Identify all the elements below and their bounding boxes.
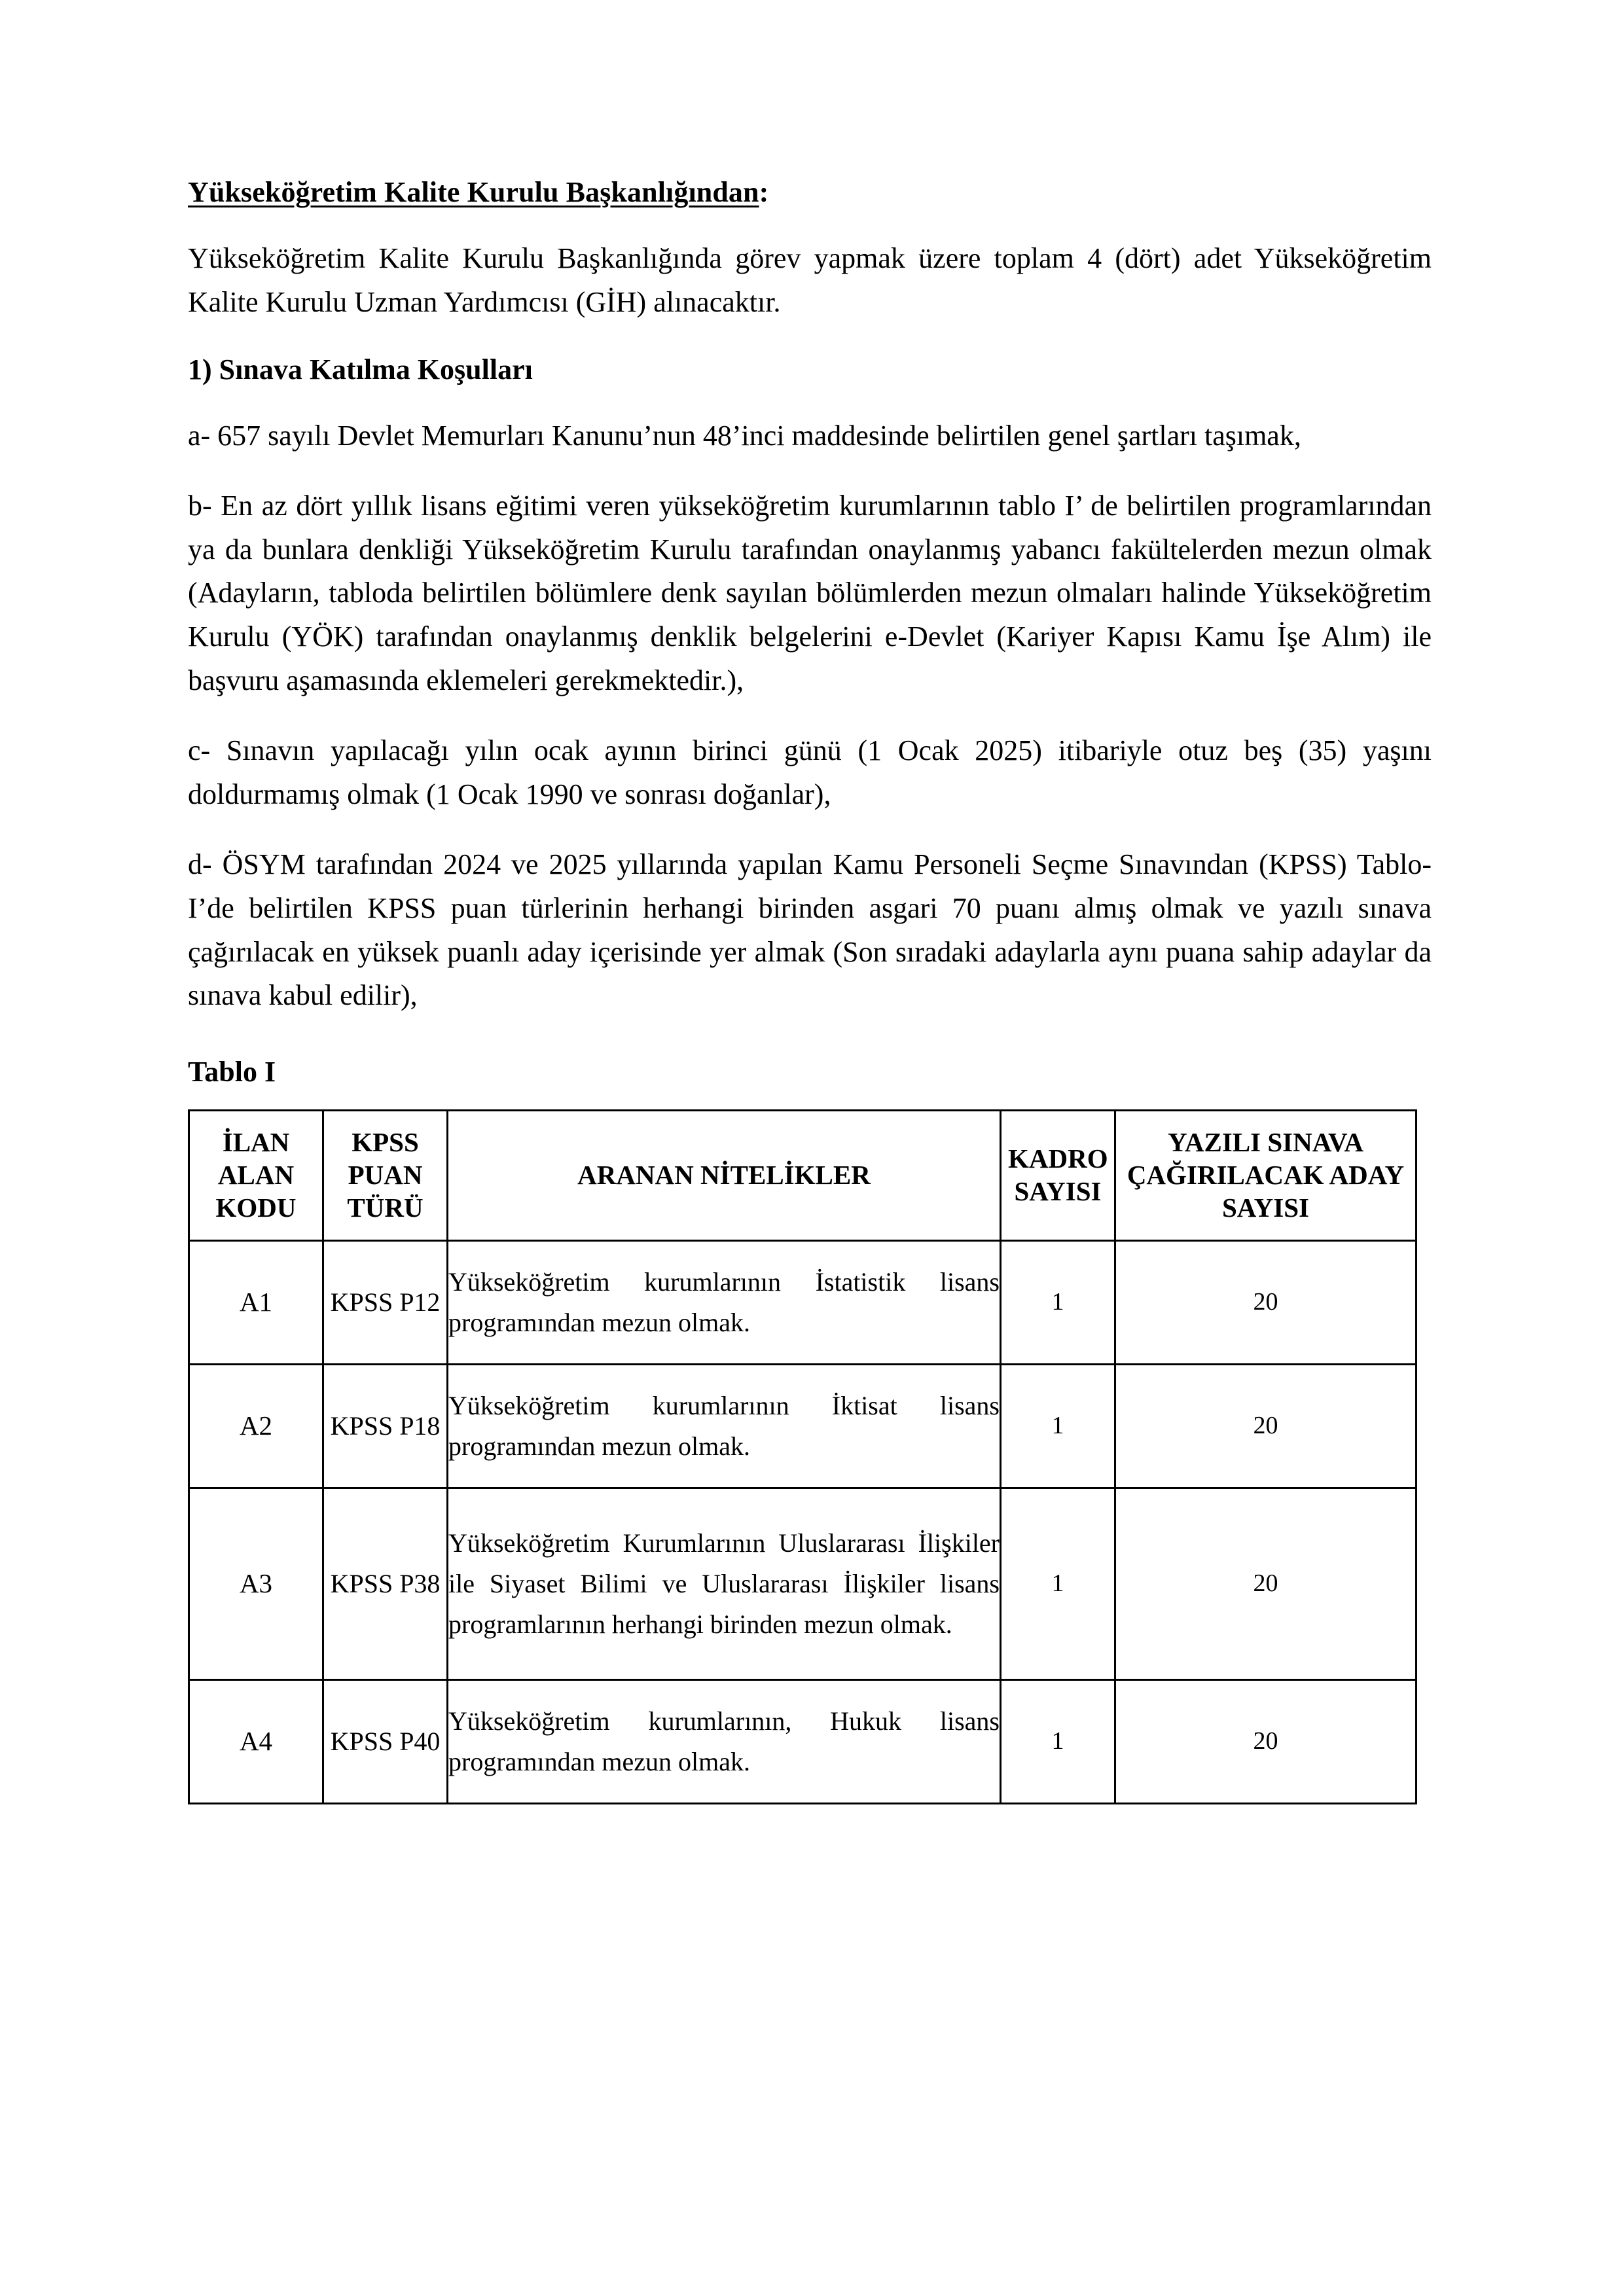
table-row: [189, 1364, 1416, 1488]
column-header-ilan-alan-kodu: İLAN ALAN KODU: [189, 1110, 323, 1240]
cell-ilan-alan-kodu: A1: [189, 1240, 323, 1364]
table-head: [189, 1110, 1416, 1240]
qualifications-table: [188, 1109, 1417, 1804]
cell-kpss-puan-turu: KPSS P18: [323, 1364, 448, 1488]
cell-kpss-puan-turu: KPSS P38: [323, 1488, 448, 1679]
cell-ilan-alan-kodu: A4: [189, 1679, 323, 1803]
table-caption: Tablo I: [188, 1056, 276, 1088]
section-heading-1: 1) Sınava Katılma Koşulları: [188, 353, 533, 386]
condition-item-a: a- 657 sayılı Devlet Memurları Kanunu’nun 48’inci maddesinde belirtilen genel şartları taşımak,: [188, 419, 1301, 452]
cell-aday-sayisi: 20: [1115, 1679, 1416, 1803]
cell-aranan-nitelikler: Yükseköğretim Kurumlarının Uluslararası İlişkiler ile Siyaset Bilimi ve Uluslararası İlişkiler lisans programlarının herhangi birinden mezun olmak.: [448, 1488, 1001, 1679]
cell-kpss-puan-turu: KPSS P40: [323, 1679, 448, 1803]
cell-aday-sayisi: 20: [1115, 1240, 1416, 1364]
cell-aranan-nitelikler: Yükseköğretim kurumlarının İktisat lisans programından mezun olmak.: [448, 1364, 1001, 1488]
table-row: [189, 1240, 1416, 1364]
table-header-row: [189, 1110, 1416, 1240]
table-row: [189, 1488, 1416, 1679]
column-header-aday-sayisi: YAZILI SINAVA ÇAĞIRILACAK ADAY SAYISI: [1115, 1110, 1416, 1240]
column-header-aranan-nitelikler: ARANAN NİTELİKLER: [448, 1110, 1001, 1240]
column-header-kadro-sayisi: KADRO SAYISI: [1001, 1110, 1115, 1240]
table-container: [188, 1109, 1415, 1804]
cell-aranan-nitelikler: Yükseköğretim kurumlarının, Hukuk lisans programından mezun olmak.: [448, 1679, 1001, 1803]
condition-item-b: b- En az dört yıllık lisans eğitimi veren yükseköğretim kurumlarının tablo I’ de belirtilen programlarından ya da bunlara denkliği Yükseköğretim Kurulu tarafından onaylanmış yabancı fakültelerden mezun olmak (Adayların, tabloda belirtilen bölümlere denk sayılan bölümlerden mezun olmaları halinde Yükseköğretim Kurulu (YÖK) tarafından onaylanmış denklik belgelerini e-Devlet (Kariyer Kapısı Kamu İşe Alım) ile başvuru aşamasında eklemeleri gerekmektedir.),: [188, 489, 1432, 697]
cell-ilan-alan-kodu: A3: [189, 1488, 323, 1679]
cell-kadro-sayisi: 1: [1001, 1488, 1115, 1679]
cell-kadro-sayisi: 1: [1001, 1679, 1115, 1803]
condition-item-d: d- ÖSYM tarafından 2024 ve 2025 yıllarında yapılan Kamu Personeli Seçme Sınavından (KPSS) Tablo-I’de belirtilen KPSS puan türlerinin herhangi birinden asgari 70 puanı almış olmak ve yazılı sınava çağırılacak en yüksek puanlı aday içerisinde yer almak (Son sıradaki adaylarla aynı puana sahip adaylar da sınava kabul edilir),: [188, 848, 1432, 1012]
cell-kadro-sayisi: 1: [1001, 1240, 1115, 1364]
column-header-kpss-puan-turu: KPSS PUAN TÜRÜ: [323, 1110, 448, 1240]
page-title-underlined-text: Yükseköğretim Kalite Kurulu Başkanlığından: [188, 176, 759, 208]
cell-aday-sayisi: 20: [1115, 1364, 1416, 1488]
page-title-colon: :: [759, 176, 769, 208]
table-body: [189, 1240, 1416, 1803]
cell-kpss-puan-turu: KPSS P12: [323, 1240, 448, 1364]
cell-kadro-sayisi: 1: [1001, 1364, 1115, 1488]
page-title: [188, 175, 1432, 209]
cell-ilan-alan-kodu: A2: [189, 1364, 323, 1488]
cell-aday-sayisi: 20: [1115, 1488, 1416, 1679]
document-body: [188, 175, 1432, 1804]
table-row: [189, 1679, 1416, 1803]
cell-aranan-nitelikler: Yükseköğretim kurumlarının İstatistik lisans programından mezun olmak.: [448, 1240, 1001, 1364]
intro-paragraph: Yükseköğretim Kalite Kurulu Başkanlığında görev yapmak üzere toplam 4 (dört) adet Yükseköğretim Kalite Kurulu Uzman Yardımcısı (GİH) alınacaktır.: [188, 242, 1432, 318]
condition-item-c: c- Sınavın yapılacağı yılın ocak ayının birinci günü (1 Ocak 2025) itibariyle otuz beş (35) yaşını doldurmamış olmak (1 Ocak 1990 ve sonrası doğanlar),: [188, 734, 1432, 810]
